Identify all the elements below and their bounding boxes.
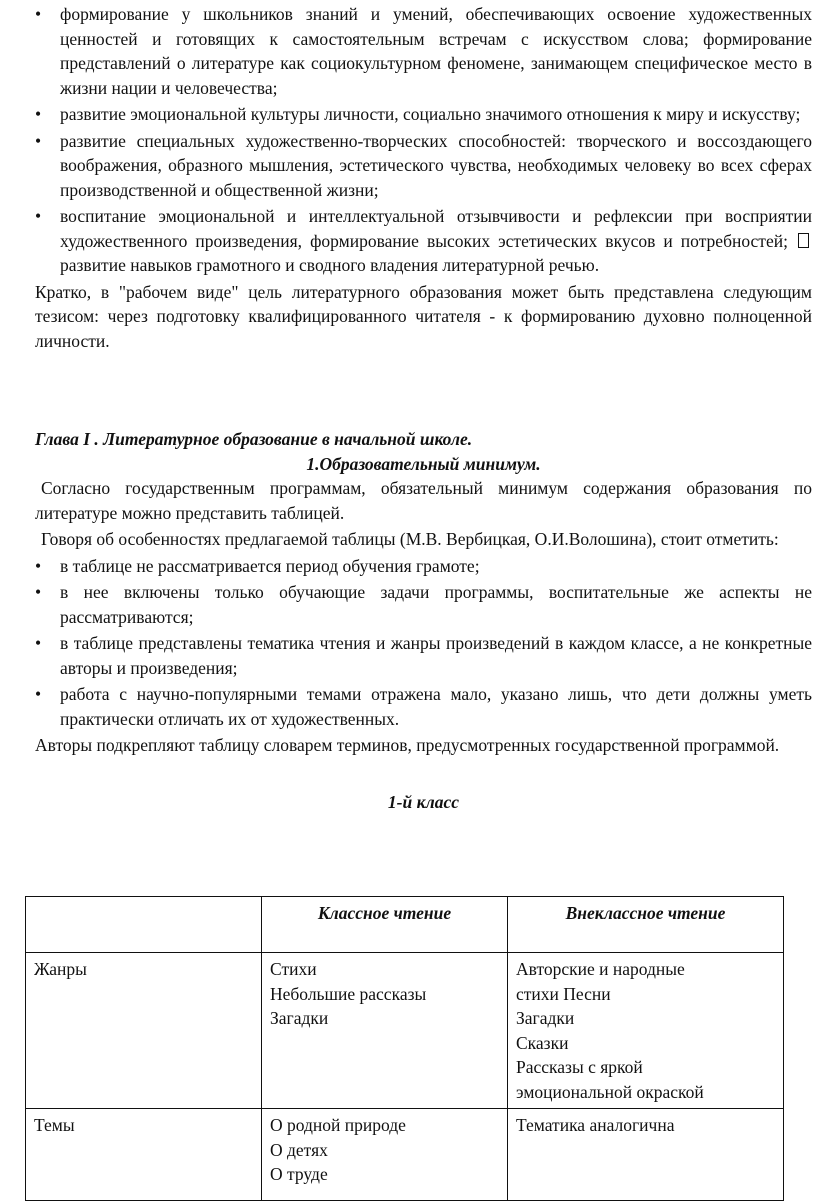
cell-line: эмоциональной окраской	[516, 1081, 704, 1102]
list-item: • в нее включены только обучающие задачи программы, воспитательные же аспекты не рассматриваются;	[35, 580, 812, 629]
section-title: 1.Образовательный минимум.	[306, 453, 541, 474]
list-item: • работа с научно-популярными темами отражена мало, указано лишь, что дети должны уметь практически отличать их от художественных.	[35, 682, 812, 731]
list-item: • развитие специальных художественно-творческих способностей: творческого и воссоздающего воображения, образного мышления, эстетического чувства, необходимых человеку во всех сферах производственной и общественной жизни;	[35, 129, 812, 203]
curriculum-table	[25, 896, 784, 1201]
extra-cell	[508, 1109, 784, 1201]
authors-paragraph: Авторы подкрепляют таблицу словарем терминов, предусмотренных государственной программой.	[35, 735, 780, 755]
cell-line: Тематика аналогична	[516, 1115, 675, 1135]
classroom-cell	[262, 1109, 508, 1201]
extra-cell	[508, 953, 784, 1109]
classroom-cell	[262, 953, 508, 1109]
cell-line: стихи Песни	[516, 983, 611, 1004]
cell-line: Загадки	[516, 1008, 575, 1028]
notes-list	[35, 554, 812, 732]
list-item: • в таблице представлены тематика чтения и жанры произведений в каждом классе, а не конкретные авторы и произведения;	[35, 631, 812, 680]
cell-line: Авторские и народные	[516, 959, 685, 979]
cell-line: Сказки	[516, 1032, 569, 1053]
row-label: Жанры	[26, 953, 262, 1109]
cell-line: Небольшие рассказы	[270, 983, 427, 1004]
intro-paragraph-2: Говоря об особенностях предлагаемой таблицы (М.В. Вербицкая, О.И.Волошина), стоит отметить:	[41, 529, 779, 549]
bullet-five-text: развитие навыков грамотного и сводного владения литературной речью.	[60, 255, 600, 275]
missing-glyph-icon	[798, 233, 809, 248]
list-item: • формирование у школьников знаний и умений, обеспечивающих освоение художественных ценностей и готовящих к самостоятельным встречам с искусством слова; формирование представлений о литературе как социокультурном феномене, занимающем специфическое место в жизни нации и человечества;	[35, 2, 812, 100]
cell-line: О детях	[270, 1139, 328, 1160]
intro-paragraph-1: Согласно государственным программам, обязательный минимум содержания образования по литературе можно представить таблицей.	[35, 478, 812, 523]
row-label: Темы	[26, 1109, 262, 1201]
table-row	[26, 953, 784, 1109]
cell-line: Стихи	[270, 959, 317, 979]
goals-list	[35, 2, 812, 278]
list-item	[35, 204, 812, 278]
cell-line: Рассказы с яркой	[516, 1057, 643, 1077]
header-cell-extra: Внеклассное чтение	[508, 897, 784, 953]
cell-line: О труде	[270, 1164, 328, 1184]
header-cell-empty	[26, 897, 262, 953]
list-item: • в таблице не рассматривается период обучения грамоте;	[35, 554, 812, 579]
document-page	[35, 0, 812, 814]
bullet-four-text: воспитание эмоциональной и интеллектуальной отзывчивости и рефлексии при восприятии художественного произведения, формирование высоких эстетических вкусов и потребностей;	[60, 206, 812, 251]
header-cell-classroom: Классное чтение	[262, 897, 508, 953]
class-title: 1-й класс	[387, 791, 460, 812]
cell-line: Загадки	[270, 1008, 329, 1028]
summary-paragraph: Кратко, в "рабочем виде" цель литературного образования может быть представлена следующим тезисом: через подготовку квалифицированного читателя - к формированию духовно полноценной личности.	[35, 281, 812, 351]
chapter-title: Глава I . Литературное образование в начальной школе.	[35, 429, 473, 449]
table-row	[26, 1109, 784, 1201]
cell-line: О родной природе	[270, 1115, 406, 1135]
table-header-row	[26, 897, 784, 953]
list-item: • развитие эмоциональной культуры личности, социально значимого отношения к миру и искусству;	[35, 102, 812, 127]
